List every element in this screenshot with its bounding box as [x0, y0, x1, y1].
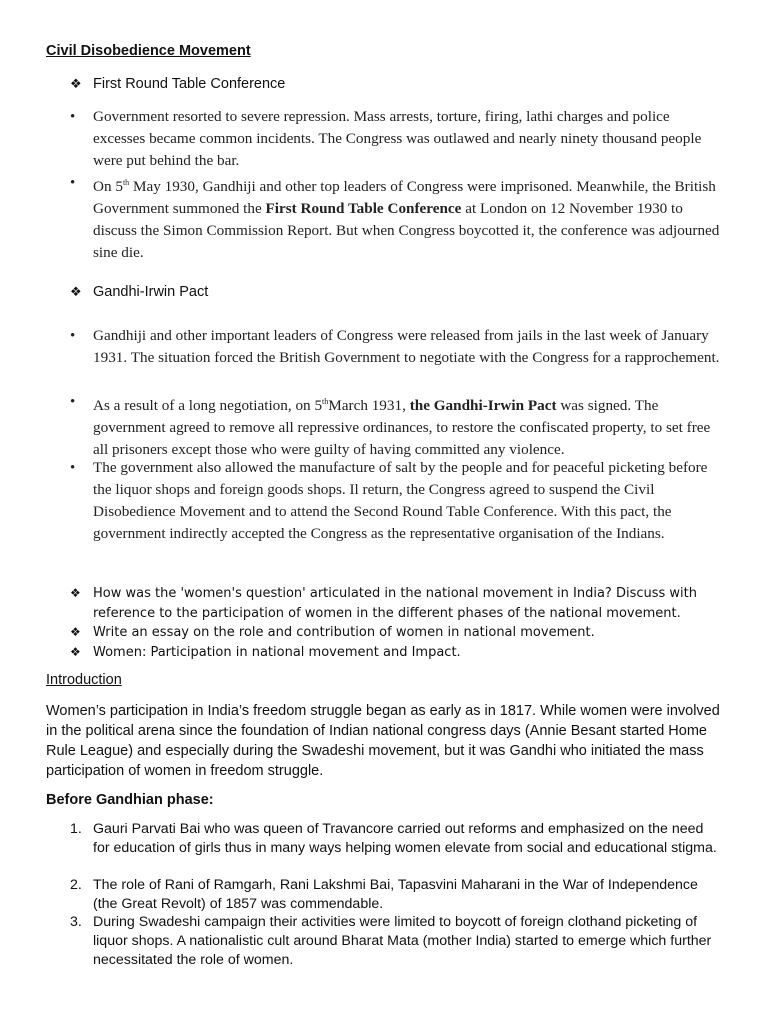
bullet-dot-icon: • [70, 175, 76, 191]
numbered-item [70, 876, 720, 914]
diamond-bullet-icon: ❖ [70, 586, 81, 600]
bold-term: the Gandhi-Irwin Pact [409, 397, 557, 414]
item-text: Gauri Parvati Bai who was queen of Travancore carried out reforms and emphasized on the need for education of girls thus in many ways helping women elevate from social and educational stigma. [93, 821, 717, 856]
list-item [70, 172, 720, 264]
list-item [70, 391, 720, 461]
section-heading-first-round-table [70, 74, 730, 94]
item-number: 1. [70, 821, 82, 837]
list-item [70, 325, 720, 369]
page-title: Civil Disobedience Movement [46, 43, 251, 59]
numbered-item [70, 913, 720, 970]
diamond-bullet-icon: ❖ [70, 284, 82, 299]
list-item [70, 106, 720, 172]
bullet-dot-icon: • [70, 328, 76, 344]
section-heading-gandhi-irwin-pact [70, 282, 730, 302]
diamond-bullet-icon: ❖ [70, 645, 81, 659]
bullet-text: Government resorted to severe repression. Mass arrests, torture, firing, lathi charges and police excesses became common incidents. The Congress was outlawed and nearly ninety thousand people were put behind the bar. [93, 108, 702, 169]
introduction-heading: Introduction [46, 672, 122, 688]
question-text: Write an essay on the role and contribution of women in national movement. [93, 625, 595, 640]
bullet-text: On 5th May 1930, Gandhiji and other top leaders of Congress were imprisoned. Meanwhile, the British Government summoned the First Round Table Conference at London on 12 November 1930 to discuss the Simon Commission Report. But when Congress boycotted it, the conference was adjourned sine die. [93, 178, 720, 261]
diamond-bullet-icon: ❖ [70, 76, 82, 91]
diamond-bullet-icon: ❖ [70, 625, 81, 639]
question-item [70, 584, 730, 623]
bullet-text: Gandhiji and other important leaders of Congress were released from jails in the last week of January 1931. The situation forced the British Government to negotiate with the Congress for a rapprochement. [93, 327, 720, 366]
item-text: The role of Rani of Ramgarh, Rani Lakshmi Bai, Tapasvini Maharani in the War of Independence (the Great Revolt) of 1857 was commendable. [93, 877, 698, 912]
bullet-dot-icon: • [70, 394, 76, 410]
before-gandhian-heading: Before Gandhian phase: [46, 792, 214, 808]
bullet-dot-icon: • [70, 460, 76, 476]
item-number: 2. [70, 877, 82, 893]
question-item [70, 623, 730, 643]
question-item [70, 643, 730, 663]
bullet-dot-icon: • [70, 109, 76, 125]
bold-term: First Round Table Conference [265, 200, 462, 217]
section-heading-label: First Round Table Conference [93, 76, 286, 92]
question-text: Women: Participation in national movement and Impact. [93, 645, 461, 660]
bullet-text: The government also allowed the manufacture of salt by the people and for peaceful picketing before the liquor shops and foreign goods shops. Il return, the Congress agreed to suspend the Civil Disobedience Movement and to attend the Second Round Table Conference. With this pact, the government indirectly accepted the Congress as the representative organisation of the Indians. [93, 459, 708, 542]
list-item [70, 457, 720, 545]
item-number: 3. [70, 914, 82, 930]
bullet-text: As a result of a long negotiation, on 5thMarch 1931, the Gandhi-Irwin Pact was signed. The government agreed to remove all repressive ordinances, to restore the confiscated property, to set free all prisoners except those who were guilty of having committed any violence. [93, 397, 711, 458]
item-text: During Swadeshi campaign their activities were limited to boycott of foreign clothand picketing of liquor shops. A nationalistic cult around Bharat Mata (mother India) started to emerge which further necessitated the role of women. [93, 914, 712, 968]
introduction-paragraph: Women’s participation in India’s freedom struggle began as early as in 1817. While women were involved in the political arena since the foundation of Indian national congress days (Annie Besant started Home Rule League) and especially during the Swadeshi movement, but it was Gandhi who initiated the mass participation of women in freedom struggle. [46, 703, 720, 779]
question-text: How was the 'women's question' articulated in the national movement in India? Discuss with reference to the participation of women in the different phases of the national movement. [93, 586, 698, 621]
numbered-item [70, 820, 720, 858]
section-heading-label: Gandhi-Irwin Pact [93, 284, 209, 300]
